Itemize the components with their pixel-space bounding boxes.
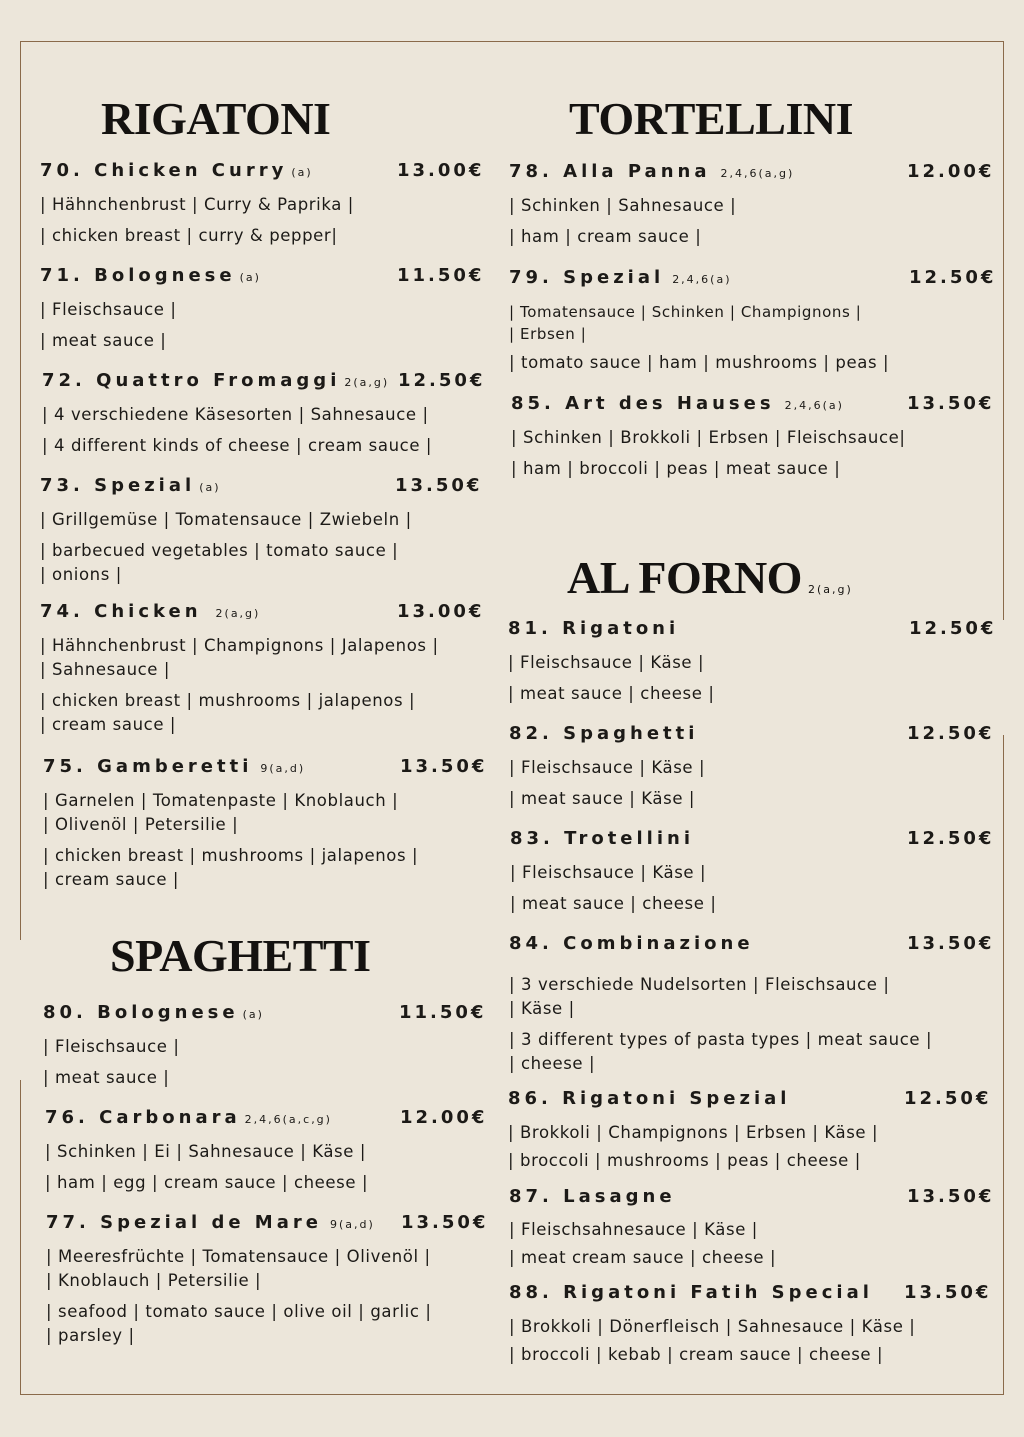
item-description: | Schinken | Ei | Sahnesauce | Käse | xyxy=(45,1142,367,1161)
menu-item xyxy=(511,393,1001,481)
item-description: | Sahnesauce | xyxy=(40,660,171,679)
item-description: | Schinken | Brokkoli | Erbsen | Fleischsauce| xyxy=(511,428,906,447)
item-description: | cream sauce | xyxy=(43,870,180,889)
menu-item xyxy=(509,933,999,1076)
menu-item xyxy=(509,723,999,811)
item-title: 87. Lasagne xyxy=(509,1186,676,1207)
item-description: | Olivenöl | Petersilie | xyxy=(43,815,239,834)
menu-item xyxy=(43,1002,488,1090)
item-description: | Fleischsauce | Käse | xyxy=(508,653,705,672)
item-title: 83. Trotellini xyxy=(510,828,695,849)
item-description: | Fleischsauce | xyxy=(43,1037,180,1056)
item-price: 13.50€ xyxy=(904,1282,992,1303)
item-description: | Brokkoli | Champignons | Erbsen | Käse | xyxy=(508,1123,879,1142)
menu-item xyxy=(42,370,487,458)
al-forno-title: AL FORNO xyxy=(567,552,802,603)
item-description: | parsley | xyxy=(46,1326,135,1345)
item-description: | onions | xyxy=(40,565,122,584)
item-title: 80. Bolognese (a) xyxy=(43,1002,264,1023)
item-description: | meat sauce | cheese | xyxy=(508,684,715,703)
item-description: | barbecued vegetables | tomato sauce | xyxy=(40,541,399,560)
item-title: 72. Quattro Fromaggi 2(a,g) xyxy=(42,370,390,391)
menu-item xyxy=(509,161,999,249)
item-price: 13.00€ xyxy=(397,160,485,181)
item-description: | Knoblauch | Petersilie | xyxy=(46,1271,262,1290)
section-heading-spaghetti: SPAGHETTI xyxy=(110,930,371,981)
item-title: 82. Spaghetti xyxy=(509,723,699,744)
item-description: | Hähnchenbrust | Curry & Paprika | xyxy=(40,195,354,214)
item-title: 74. Chicken 2(a,g) xyxy=(40,601,261,622)
item-description: | cream sauce | xyxy=(40,715,177,734)
menu-item xyxy=(508,618,998,706)
item-title: 77. Spezial de Mare 9(a,d) xyxy=(46,1212,375,1233)
item-description: | tomato sauce | ham | mushrooms | peas | xyxy=(509,353,890,372)
section-heading-rigatoni: RIGATONI xyxy=(101,93,331,144)
item-price: 12.50€ xyxy=(904,1088,992,1109)
item-description: | Brokkoli | Dönerfleisch | Sahnesauce | Käse | xyxy=(509,1317,916,1336)
item-price: 13.50€ xyxy=(907,933,995,954)
item-description: | meat sauce | cheese | xyxy=(510,894,717,913)
item-description: | meat sauce | Käse | xyxy=(509,789,696,808)
item-price: 13.50€ xyxy=(395,475,483,496)
section-heading-al-forno xyxy=(567,552,853,603)
item-title: 84. Combinazione xyxy=(509,933,754,954)
item-title: 71. Bolognese (a) xyxy=(40,265,261,286)
item-price: 12.50€ xyxy=(907,828,995,849)
item-price: 12.50€ xyxy=(398,370,486,391)
item-description: | Fleischsauce | xyxy=(40,300,177,319)
item-price: 12.00€ xyxy=(907,161,995,182)
al-forno-allergen-note: 2(a,g) xyxy=(807,583,853,596)
item-price: 13.50€ xyxy=(907,393,995,414)
item-description: | chicken breast | mushrooms | jalapenos | xyxy=(40,691,416,710)
item-description: | 4 verschiedene Käsesorten | Sahnesauce | xyxy=(42,405,429,424)
item-title: 79. Spezial 2,4,6(a) xyxy=(509,267,732,288)
item-description: | chicken breast | mushrooms | jalapenos | xyxy=(43,846,419,865)
item-description: | broccoli | mushrooms | peas | cheese | xyxy=(508,1151,861,1170)
item-title: 73. Spezial (a) xyxy=(40,475,221,496)
item-description: | Fleischsahnesauce | Käse | xyxy=(509,1220,758,1239)
item-description: | 4 different kinds of cheese | cream sauce | xyxy=(42,436,433,455)
item-title: 78. Alla Panna 2,4,6(a,g) xyxy=(509,161,795,182)
item-description: | Meeresfrüchte | Tomatensauce | Olivenöl | xyxy=(46,1247,431,1266)
item-price: 13.50€ xyxy=(401,1212,489,1233)
item-description: | seafood | tomato sauce | olive oil | garlic | xyxy=(46,1302,432,1321)
item-price: 11.50€ xyxy=(399,1002,487,1023)
item-description: | Fleischsauce | Käse | xyxy=(510,863,707,882)
menu-item xyxy=(40,475,485,587)
menu-item xyxy=(40,601,485,737)
menu-item xyxy=(40,160,485,248)
item-description: | Tomatensauce | Schinken | Champignons | xyxy=(509,303,862,321)
section-heading-tortellini: TORTELLINI xyxy=(569,93,853,144)
item-description: | broccoli | kebab | cream sauce | cheese | xyxy=(509,1345,884,1364)
item-price: 11.50€ xyxy=(397,265,485,286)
item-title: 85. Art des Hauses 2,4,6(a) xyxy=(511,393,844,414)
item-title: 70. Chicken Curry (a) xyxy=(40,160,313,181)
item-price: 12.50€ xyxy=(909,267,997,288)
item-description: | Grillgemüse | Tomatensauce | Zwiebeln | xyxy=(40,510,412,529)
item-title: 86. Rigatoni Spezial xyxy=(508,1088,791,1109)
item-description: | Erbsen | xyxy=(509,325,587,343)
item-description: | Garnelen | Tomatenpaste | Knoblauch | xyxy=(43,791,399,810)
menu-item xyxy=(46,1212,491,1348)
item-description: | Käse | xyxy=(509,999,575,1018)
menu-item xyxy=(43,756,488,892)
item-description: | 3 verschiede Nudelsorten | Fleischsauce | xyxy=(509,975,890,994)
menu-item xyxy=(509,1186,999,1270)
item-price: 13.50€ xyxy=(400,756,488,777)
item-title: 88. Rigatoni Fatih Special xyxy=(509,1282,873,1303)
menu-item xyxy=(40,265,485,353)
item-description: | ham | egg | cream sauce | cheese | xyxy=(45,1173,369,1192)
item-description: | chicken breast | curry & pepper| xyxy=(40,226,338,245)
menu-item xyxy=(509,267,999,375)
item-title: 75. Gamberetti 9(a,d) xyxy=(43,756,306,777)
item-description: | meat sauce | xyxy=(40,331,167,350)
item-title: 76. Carbonara 2,4,6(a,c,g) xyxy=(45,1107,332,1128)
item-title: 81. Rigatoni xyxy=(508,618,680,639)
menu-item xyxy=(510,828,1000,916)
menu-item xyxy=(509,1282,999,1367)
item-price: 12.50€ xyxy=(907,723,995,744)
item-description: | Fleischsauce | Käse | xyxy=(509,758,706,777)
menu-item xyxy=(508,1088,998,1173)
item-price: 13.00€ xyxy=(397,601,485,622)
item-description: | Schinken | Sahnesauce | xyxy=(509,196,737,215)
item-price: 12.00€ xyxy=(400,1107,488,1128)
item-description: | ham | broccoli | peas | meat sauce | xyxy=(511,459,841,478)
item-price: 13.50€ xyxy=(907,1186,995,1207)
item-description: | cheese | xyxy=(509,1054,596,1073)
item-description: | ham | cream sauce | xyxy=(509,227,702,246)
item-price: 12.50€ xyxy=(909,618,997,639)
menu-item xyxy=(45,1107,490,1195)
item-description: | Hähnchenbrust | Champignons | Jalapenos | xyxy=(40,636,439,655)
item-description: | meat sauce | xyxy=(43,1068,170,1087)
item-description: | 3 different types of pasta types | meat sauce | xyxy=(509,1030,933,1049)
item-description: | meat cream sauce | cheese | xyxy=(509,1248,777,1267)
